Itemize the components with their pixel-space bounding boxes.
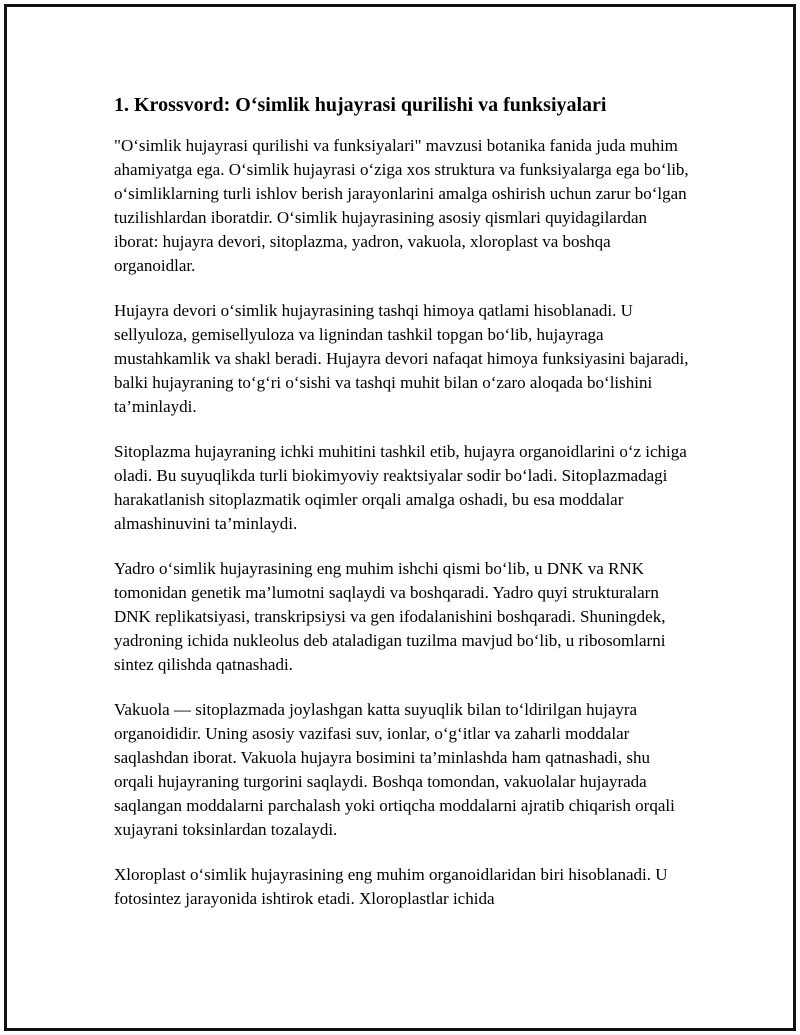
- paragraph-cell-wall: Hujayra devori o‘simlik hujayrasining tashqi himoya qatlami hisoblanadi. U sellyuloza, gemisellyuloza va lignindan tashkil topgan bo‘lib, hujayraga mustahkamlik va shakl beradi. Hujayra devori nafaqat himoya funksiyasini bajaradi, balki hujayraning to‘g‘ri o‘sishi va tashqi muhit bilan o‘zaro aloqada bo‘lishini ta’minlaydi.: [114, 301, 689, 416]
- paragraph-cytoplasm: Sitoplazma hujayraning ichki muhitini tashkil etib, hujayra organoidlarini o‘z ichiga oladi. Bu suyuqlikda turli biokimyoviy reaktsiyalar sodir bo‘ladi. Sitoplazmadagi harakatlanish sitoplazmatik oqimler orqali amalga oshadi, bu esa moddalar almashinuvini ta’minlaydi.: [114, 442, 687, 533]
- paragraph-vacuole: Vakuola — sitoplazmada joylashgan katta suyuqlik bilan to‘ldirilgan hujayra organoididir. Uning asosiy vazifasi suv, ionlar, o‘g‘itlar va zaharli moddalar saqlashdan iborat. Vakuola hujayra bosimini ta’minlashda ham qatnashadi, shu orqali hujayraning turgorini saqlaydi. Boshqa tomondan, vakuolalar hujayrada saqlangan moddalarni parchalash yoki ortiqcha moddalarni ajratib chiqarish orqali xujayrani toksinlardan tozalaydi.: [114, 700, 675, 839]
- paragraph-nucleus: Yadro o‘simlik hujayrasining eng muhim ishchi qismi bo‘lib, u DNK va RNK tomonidan genetik ma’lumotni saqlaydi va boshqaradi. Yadro quyi strukturalarn DNK replikatsiyasi, transkripsiysi va gen ifodalanishini boshqaradi. Shuningdek, yadroning ichida nukleolus deb ataladigan tuzilma mavjud bo‘lib, u ribosomlarni sintez qilishda qatnashadi.: [114, 559, 666, 674]
- paragraph-chloroplast: Xloroplast o‘simlik hujayrasining eng muhim organoidlaridan biri hisoblanadi. U fotosintez jarayonida ishtirok etadi. Xloroplastlar ichida: [114, 865, 668, 908]
- paragraph-intro: "O‘simlik hujayrasi qurilishi va funksiyalari" mavzusi botanika fanida juda muhim ahamiyatga ega. O‘simlik hujayrasi o‘ziga xos struktura va funksiyalarga ega bo‘lib, o‘simliklarning turli ishlov berish jarayonlarini amalga oshirish uchun zarur bo‘lgan tuzilishlardan iboratdir. O‘simlik hujayrasining asosiy qismlari quyidagilardan iborat: hujayra devori, sitoplazma, yadron, vakuola, xloroplast va boshqa organoidlar.: [114, 136, 689, 275]
- document-body: [114, 92, 689, 932]
- document-title: 1. Krossvord: O‘simlik hujayrasi qurilishi va funksiyalari: [114, 94, 607, 116]
